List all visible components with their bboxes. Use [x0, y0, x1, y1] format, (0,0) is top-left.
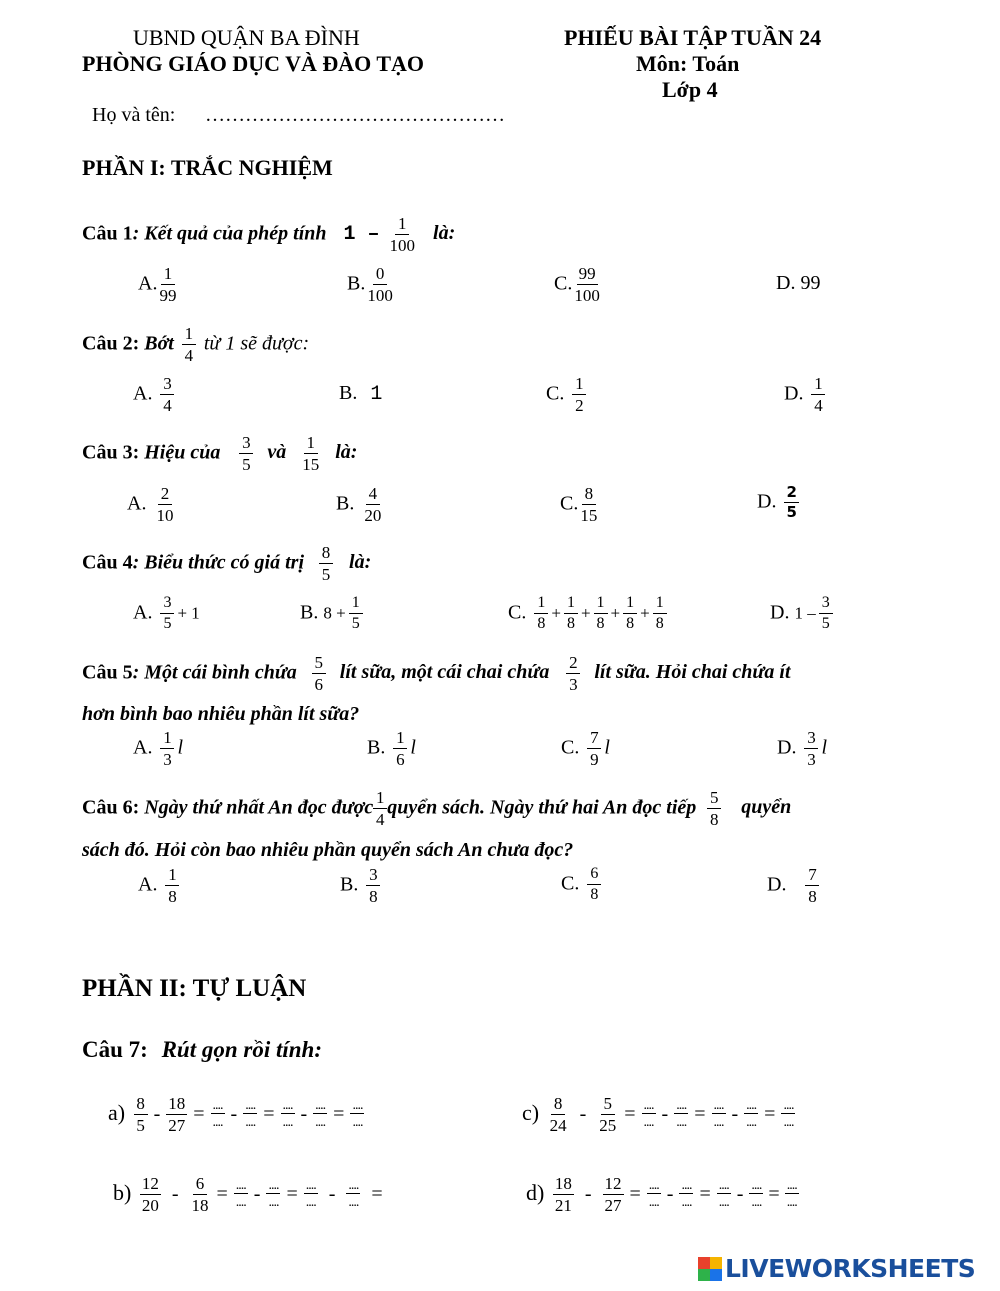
q6-fraction-1: $\frac{1}{4}$ — [373, 789, 387, 829]
q1-text: : Kết quả của phép tính — [132, 222, 327, 245]
q1-fraction: $\frac{1}{100}$ — [389, 214, 416, 255]
liveworksheets-logo[interactable] — [698, 1254, 975, 1283]
q7-row-a: a) $\frac{8}{5}$ - $\frac{18}{27}$ = $\frac{....}{....}$ - $\frac{....}{....}$ = $\frac{....}{....}$ - $\frac{....}{....}$ = $\frac{....}{....}$ — [108, 1094, 363, 1135]
q5-option-d[interactable]: D. $\frac{3}{3}$ l — [777, 728, 828, 769]
q5-fraction-2: $\frac{2}{3}$ — [566, 654, 580, 694]
q5-line2: hơn bình bao nhiêu phần lít sữa? — [82, 703, 360, 725]
q5-fraction-1: $\frac{5}{6}$ — [312, 654, 326, 694]
subject: Môn: Toán — [636, 51, 740, 76]
q7-text: Rút gọn rồi tính: — [161, 1037, 322, 1062]
q7-label: Câu 7: — [82, 1037, 148, 1062]
q6-option-b[interactable]: B. $\frac{3}{8}$ — [340, 866, 383, 906]
blank-fraction[interactable]: $\frac{....}{....}$ — [315, 1097, 326, 1131]
q5-text: : Một cái bình chứa — [132, 661, 297, 684]
name-input[interactable]: ……………………………………… — [205, 104, 505, 126]
liveworksheets-brand: LIVEWORKSHEETS — [725, 1254, 976, 1283]
q7b-label: b) — [113, 1179, 132, 1205]
blank-fraction[interactable]: $\frac{....}{....}$ — [786, 1177, 797, 1211]
q3-option-d[interactable]: D. $\frac{2}{5}$ — [757, 483, 797, 521]
blank-fraction[interactable]: $\frac{....}{....}$ — [268, 1177, 279, 1211]
q1-label: Câu 1 — [82, 222, 133, 245]
q2-text: Bớt — [144, 332, 174, 355]
q7b-fraction-2: $\frac{6}{18}$ — [191, 1174, 209, 1215]
q5-option-a[interactable]: A. $\frac{1}{3}$ l — [133, 728, 184, 769]
blank-fraction[interactable]: $\frac{....}{....}$ — [648, 1177, 659, 1211]
question-1 — [82, 215, 455, 255]
q7c-fraction-2: $\frac{5}{25}$ — [599, 1094, 617, 1135]
q7a-fraction-1: $\frac{8}{5}$ — [134, 1095, 148, 1135]
part2-title: PHẦN II: TỰ LUẬN — [82, 975, 307, 1002]
question-2: Câu 2: Bớt $\frac{1}{4}$ từ 1 sẽ được: — [82, 324, 310, 365]
blank-fraction[interactable]: $\frac{....}{....}$ — [348, 1177, 359, 1211]
blank-fraction[interactable]: $\frac{....}{....}$ — [676, 1097, 687, 1131]
q3-and: và — [267, 441, 287, 464]
q7b-fraction-1: $\frac{12}{20}$ — [141, 1174, 159, 1215]
q2-tail: từ 1 sẽ được — [203, 332, 303, 355]
grade: Lớp 4 — [662, 77, 718, 102]
blank-fraction[interactable]: $\frac{....}{....}$ — [212, 1097, 223, 1131]
blank-fraction[interactable]: $\frac{....}{....}$ — [282, 1097, 293, 1131]
q6-text-end: quyển — [741, 796, 792, 819]
q3-fraction-2: $\frac{1}{15}$ — [302, 433, 320, 474]
q3-option-a[interactable]: A. $\frac{2}{10}$ — [127, 484, 174, 525]
q5-text-mid: lít sữa, một cái chai chứa — [339, 661, 550, 684]
q1-option-c[interactable]: C. $\frac{99}{100}$ — [554, 264, 600, 305]
q3-label: Câu 3: — [82, 441, 140, 464]
blank-fraction[interactable]: $\frac{....}{....}$ — [746, 1097, 757, 1131]
q7-row-b: b) $\frac{12}{20}$ - $\frac{6}{18}$ = $\frac{....}{....}$ - $\frac{....}{....}$ = $\frac{....}{....}$ - $\frac{....}{....}$ = — [113, 1174, 383, 1215]
question-5 — [82, 654, 791, 694]
q6-line2: sách đó. Hỏi còn bao nhiêu phần quyển sách An chưa đọc? — [82, 839, 574, 861]
blank-fraction[interactable]: $\frac{....}{....}$ — [305, 1177, 316, 1211]
q5-option-c[interactable]: C. $\frac{7}{9}$ l — [561, 728, 610, 769]
q1-option-a[interactable]: A. $\frac{1}{99}$ — [138, 264, 177, 305]
q7c-label: c) — [522, 1099, 540, 1125]
q3-text: Hiệu của — [144, 441, 221, 464]
question-7 — [82, 1037, 322, 1063]
question-6 — [82, 789, 791, 829]
q3-tail: là: — [335, 441, 358, 464]
q4-text: : Biểu thức có giá trị — [132, 551, 305, 574]
q2-option-b[interactable]: B. 1 — [339, 382, 383, 406]
blank-fraction[interactable]: $\frac{....}{....}$ — [783, 1097, 794, 1131]
q1-option-d[interactable]: D. 99 — [776, 272, 821, 294]
q5-text-end: lít sữa. Hỏi chai chứa ít — [594, 661, 791, 684]
blank-fraction[interactable]: $\frac{....}{....}$ — [352, 1097, 363, 1131]
q2-option-d[interactable]: D. $\frac{1}{4}$ — [784, 375, 828, 415]
q4-option-b[interactable]: B. 8 + $\frac{1}{5}$ — [300, 595, 366, 633]
q6-option-d[interactable]: D. $\frac{7}{8}$ — [767, 866, 822, 906]
q2-option-c[interactable]: C. $\frac{1}{2}$ — [546, 375, 589, 415]
blank-fraction[interactable]: $\frac{....}{....}$ — [245, 1097, 256, 1131]
q2-label: Câu 2: — [82, 332, 140, 355]
blank-fraction[interactable]: $\frac{....}{....}$ — [718, 1177, 729, 1211]
q4-option-d[interactable]: D. 1 – $\frac{3}{5}$ — [770, 595, 836, 633]
q1-option-b[interactable]: B. $\frac{0}{100}$ — [347, 264, 393, 305]
q4-tail: là: — [349, 551, 372, 574]
q6-option-c[interactable]: C. $\frac{6}{8}$ — [561, 866, 604, 904]
q1-expr: 1 – — [343, 223, 380, 247]
q7d-fraction-1: $\frac{18}{21}$ — [554, 1174, 572, 1215]
district-name: UBND QUẬN BA ĐÌNH — [133, 25, 360, 50]
q2-fraction: $\frac{1}{4}$ — [182, 325, 196, 365]
q6-label: Câu 6: — [82, 796, 140, 819]
blank-fraction[interactable]: $\frac{....}{....}$ — [751, 1177, 762, 1211]
name-label: Họ và tên: — [92, 104, 176, 126]
q6-option-a[interactable]: A. $\frac{1}{8}$ — [138, 866, 182, 906]
part1-title: PHẦN I: TRẮC NGHIỆM — [82, 155, 333, 180]
q7c-fraction-1: $\frac{8}{24}$ — [549, 1094, 567, 1135]
q6-fraction-2: $\frac{5}{8}$ — [707, 789, 721, 829]
q7a-fraction-2: $\frac{18}{27}$ — [168, 1094, 186, 1135]
blank-fraction[interactable]: $\frac{....}{....}$ — [235, 1177, 246, 1211]
q2-option-a[interactable]: A. $\frac{3}{4}$ — [133, 375, 177, 415]
q7a-label: a) — [108, 1099, 126, 1125]
liveworksheets-logo-icon — [698, 1257, 722, 1281]
q4-option-a[interactable]: A. $\frac{3}{5}$ + 1 — [133, 594, 200, 632]
blank-fraction[interactable]: $\frac{....}{....}$ — [681, 1177, 692, 1211]
q6-text-mid: quyển sách. Ngày thứ hai An đọc tiếp — [387, 796, 697, 819]
q7-row-d: d) $\frac{18}{21}$ - $\frac{12}{27}$ = $\frac{....}{....}$ - $\frac{....}{....}$ = $\frac{....}{....}$ - $\frac{....}{....}$ = $\frac{....}{....}$ — [526, 1174, 797, 1215]
q5-option-b[interactable]: B. $\frac{1}{6}$ l — [367, 728, 416, 769]
blank-fraction[interactable]: $\frac{....}{....}$ — [643, 1097, 654, 1131]
q7d-label: d) — [526, 1179, 545, 1205]
q3-option-c[interactable]: C. $\frac{8}{15}$ — [560, 484, 598, 525]
q4-option-c[interactable]: C. $\frac{1}{8}$ + $\frac{1}{8}$ + $\frac{1}{8}$ + $\frac{1}{8}$ + $\frac{1}{8}$ — [508, 595, 670, 633]
q3-option-b[interactable]: B. $\frac{4}{20}$ — [336, 484, 382, 525]
q1-tail: là: — [433, 222, 456, 245]
worksheet-title: PHIẾU BÀI TẬP TUẦN 24 — [564, 25, 822, 50]
question-4 — [82, 544, 371, 584]
q7-row-c: c) $\frac{8}{24}$ - $\frac{5}{25}$ = $\frac{....}{....}$ - $\frac{....}{....}$ = $\frac{....}{....}$ - $\frac{....}{....}$ = $\frac{....}{....}$ — [522, 1094, 794, 1135]
blank-fraction[interactable]: $\frac{....}{....}$ — [713, 1097, 724, 1131]
q5-label: Câu 5 — [82, 661, 133, 684]
department-name: PHÒNG GIÁO DỤC VÀ ĐÀO TẠO — [82, 51, 425, 76]
q6-text: Ngày thứ nhất An đọc được — [144, 796, 374, 819]
q7d-fraction-2: $\frac{12}{27}$ — [604, 1174, 622, 1215]
q4-label: Câu 4 — [82, 551, 133, 574]
question-3 — [82, 434, 357, 474]
q4-fraction: $\frac{8}{5}$ — [319, 544, 333, 584]
q3-fraction-1: $\frac{3}{5}$ — [239, 434, 253, 474]
